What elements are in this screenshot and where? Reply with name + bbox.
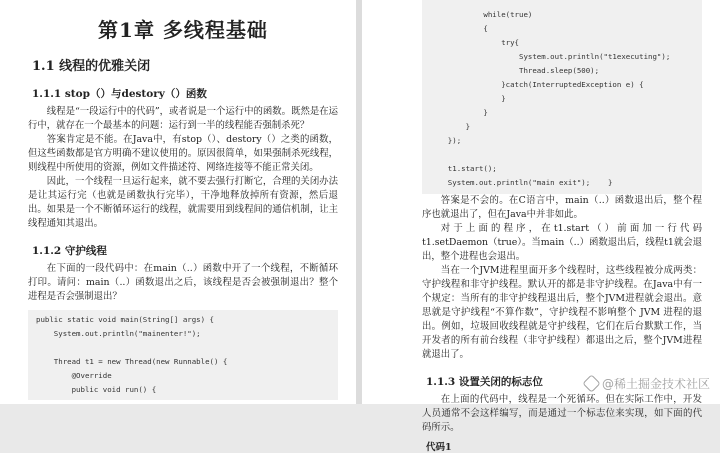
paragraph: 答案肯定是不能。在Java中，有stop（）、destory（）之类的函数，但这些函数都是官方明确不建议使用的。原因很简单，如果强制杀死线程，则线程中所使用的资源，例如文件描述符、网络连接等不能正常关闭。 — [28, 134, 338, 173]
right-page — [362, 0, 720, 453]
paragraph: 对于上面的程序，在t1.start（）前面加一行代码t1.setDaemon（true）。当main（..）函数退出后，线程t1就会退出，整个进程也会退出。 — [422, 223, 702, 262]
code-line: } — [430, 94, 506, 103]
code-block — [28, 310, 338, 400]
section-heading-1-1-2: 1.1.2 守护线程 — [32, 245, 107, 257]
paragraph: 线程是“一段运行中的代码”，或者说是一个运行中的函数。既然是在运行中，就存在一个最基本的问题：运行到一半的线程能否强制杀死？ — [28, 106, 338, 131]
code-line: public static void main(String[] args) { — [36, 315, 214, 324]
section-heading-1-1-3: 1.1.3 设置关闭的标志位 — [426, 376, 543, 388]
code-line: try{ — [430, 38, 519, 47]
code-line — [430, 148, 694, 162]
code-line: }); — [430, 136, 462, 145]
left-page — [0, 0, 356, 404]
code-line: System.out.println("main exit"); } — [430, 178, 613, 187]
code-line: while(true) — [430, 10, 533, 19]
code-line: Thread.sleep(500); — [430, 66, 600, 75]
paragraph: 当在一个JVM进程里面开多个线程时，这些线程被分成两类：守护线程和非守护线程。默认开的都是非守护线程。在Java中有一个规定：当所有的非守护线程退出后，整个JVM进程就会退出。意思就是守护线程“不算作数”，守护线程不影响整个 JVM 进程的退出。例如，垃圾回收线程就是守护线程，它们在后台默默工作，当开发者的所有前台线程（非守护线程）都退出之后，整个JVM进程就退出了。 — [422, 265, 702, 360]
code-line: } — [430, 122, 471, 131]
code-line: } — [430, 108, 488, 117]
section-heading-1-1: 1.1 线程的优雅关闭 — [32, 59, 151, 74]
watermark-text: @稀土掘金技术社区 — [601, 377, 710, 391]
watermark — [585, 375, 710, 392]
section-heading-1-1-1: 1.1.1 stop（）与destory（）函数 — [32, 88, 207, 100]
paragraph: 因此，一个线程一旦运行起来，就不要去强行打断它，合理的关闭办法是让其运行完（也就是函数执行完毕），干净地释放掉所有资源，然后退出。如果是一个不断循环运行的线程，就需要用到线程间的通信机制，让主线程通知其退出。 — [28, 176, 338, 229]
code-line: { — [430, 24, 488, 33]
paragraph: 在下面的一段代码中：在main（..）函数中开了一个线程，不断循环打印。请问：main（..）函数退出之后，该线程是否会被强制退出？整个进程是否会强制退出？ — [28, 263, 338, 302]
code-line: public void run() { — [36, 385, 157, 394]
code-label: 代码1 — [426, 442, 452, 453]
code-line: System.out.println("mainenter!"); — [36, 329, 201, 338]
code-line: t1.start(); — [430, 164, 497, 173]
juejin-logo-icon — [582, 374, 600, 392]
code-line: }catch(InterruptedException e) { — [430, 80, 644, 89]
paragraph: 答案是不会的。在C语言中，main（..）函数退出后，整个程序也就退出了，但在Java中并非如此。 — [422, 195, 702, 220]
code-line: Thread t1 = new Thread(new Runnable() { — [36, 357, 228, 366]
code-line: @Override — [36, 371, 112, 380]
chapter-title: 第1章 多线程基础 — [98, 18, 268, 42]
code-line — [36, 341, 330, 355]
code-block — [422, 0, 702, 194]
code-line: System.out.println("t1executing"); — [430, 52, 671, 61]
paragraph: 在上面的代码中，线程是一个死循环。但在实际工作中，开发人员通常不会这样编写，而是通过一个标志位来实现，如下面的代码所示。 — [422, 394, 702, 433]
